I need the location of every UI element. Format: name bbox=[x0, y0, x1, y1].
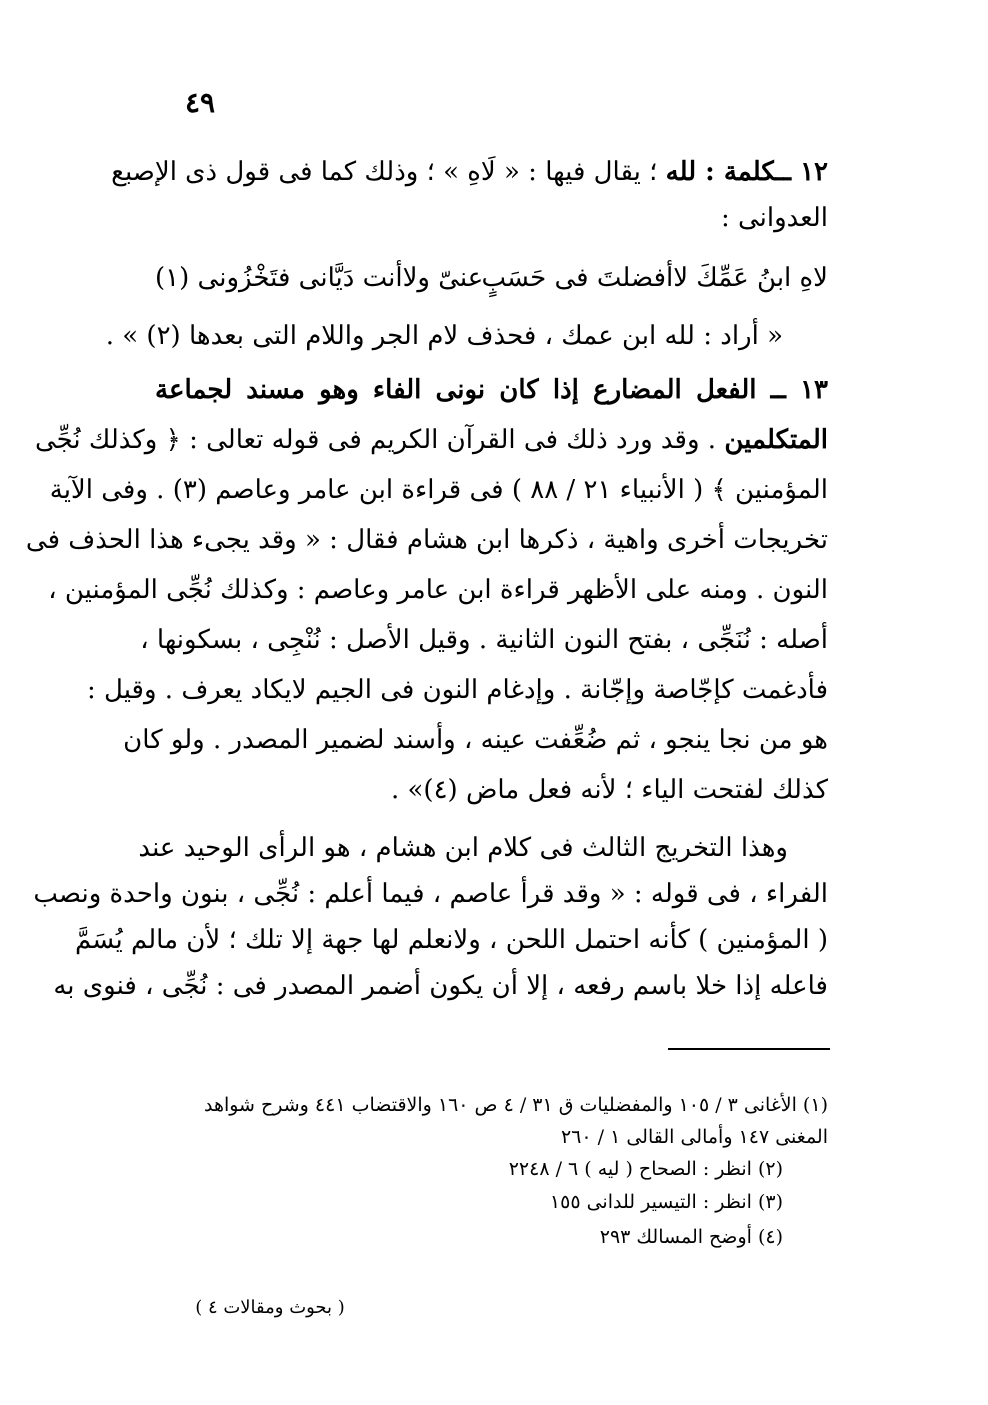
section-13-heading-continued: المتكلمين bbox=[724, 425, 828, 455]
page-number: ٤٩ bbox=[184, 86, 216, 119]
footnote-2: (٢) انظر : الصحاح ( ليه ) ٦ / ٢٢٤٨ bbox=[508, 1158, 783, 1180]
section-12-line-1-rest: ؛ يقال فيها : « لَاهِ » ؛ وذلك كما فى قول ذى الإصبع bbox=[111, 157, 658, 187]
section-12-heading: كلمة : لله bbox=[665, 157, 776, 187]
section-13-line: فأدغمت كإجّاصة وإجّانة . وإدغام النون فى الجيم لايكاد يعرف . وقيل : bbox=[87, 675, 828, 705]
section-13-line: أصله : نُنَجِّى ، بفتح النون الثانية . وقيل الأصل : نُنْجِى ، بسكونها ، bbox=[140, 625, 828, 655]
paragraph-3-line: وهذا التخريج الثالث فى كلام ابن هشام ، هو الرأى الوحيد عند bbox=[138, 833, 788, 863]
section-13-line: المؤمنين ﴾ ( الأنبياء ٢١ / ٨٨ ) فى قراءة ابن عامر وعاصم (٣) . وفى الآية bbox=[49, 475, 828, 505]
paragraph-3-line: ( المؤمنين ) كأنه احتمل اللحن ، ولانعلم لها جهة إلا تلك ؛ لأن مالم يُسَمَّ bbox=[74, 925, 828, 955]
poem-verse bbox=[155, 258, 828, 298]
section-13-line: تخريجات أخرى واهية ، ذكرها ابن هشام فقال : « وقد يجىء هذا الحذف فى bbox=[25, 525, 828, 555]
section-12-line-1 bbox=[111, 152, 828, 192]
section-12-line-2: العدوانى : bbox=[720, 203, 828, 233]
poem-second-hemistich: عنىّ ولاأنت دَيَّانى فتَخْزُونى (١) bbox=[155, 263, 484, 293]
section-13-line: هو من نجا ينجو ، ثم ضُعِّفت عينه ، وأسند لضمير المصدر . ولو كان bbox=[123, 725, 828, 755]
section-13-line: النون . ومنه على الأظهر قراءة ابن عامر وعاصم : وكذلك نُجِّى المؤمنين ، bbox=[48, 575, 828, 605]
section-12-heading-prefix: ١٢ ــ bbox=[775, 157, 828, 187]
poem-first-hemistich: لاهِ ابنُ عَمِّكَ لاأفضلتَ فى حَسَبٍ bbox=[481, 263, 828, 293]
verse-explanation: « أراد : لله ابن عمك ، فحذف لام الجر واللام التى بعدها (٢) » . bbox=[105, 321, 783, 351]
footnote-4: (٤) أوضح المسالك ٢٩٣ bbox=[599, 1226, 783, 1248]
footnote-3: (٣) انظر : التيسير للدانى ١٥٥ bbox=[549, 1191, 783, 1213]
footnote-divider bbox=[668, 1048, 830, 1050]
paragraph-3-line: فاعله إذا خلا باسم رفعه ، إلا أن يكون أضمر المصدر فى : نُجِّى ، فنوى به bbox=[53, 971, 828, 1001]
section-13-line-2-rest: . وقد ورد ذلك فى القرآن الكريم فى قوله تعالى : ﴿ وكذلك نُجِّى bbox=[34, 425, 717, 455]
section-13-line: كذلك لفتحت الياء ؛ لأنه فعل ماض (٤)» . bbox=[390, 775, 828, 805]
section-13-heading-line: ١٣ ــ الفعل المضارع إذا كان نونى الفاء وهو مسند لجماعة bbox=[155, 375, 828, 405]
running-footer: ( بحوث ومقالات ٤ ) bbox=[195, 1297, 345, 1318]
section-13-line-2 bbox=[34, 420, 828, 460]
footnote-1-continued: المغنى ١٤٧ وأمالى القالى ١ / ٢٦٠ bbox=[560, 1126, 828, 1148]
footnote-1: (١) الأغانى ٣ / ١٠٥ والمفضليات ق ٣١ / ٤ ص ١٦٠ والاقتضاب ٤٤١ وشرح شواهد bbox=[203, 1094, 828, 1116]
paragraph-3-line: الفراء ، فى قوله : « وقد قرأ عاصم ، فيما أعلم : نُجِّى ، بنون واحدة ونصب bbox=[33, 879, 828, 909]
